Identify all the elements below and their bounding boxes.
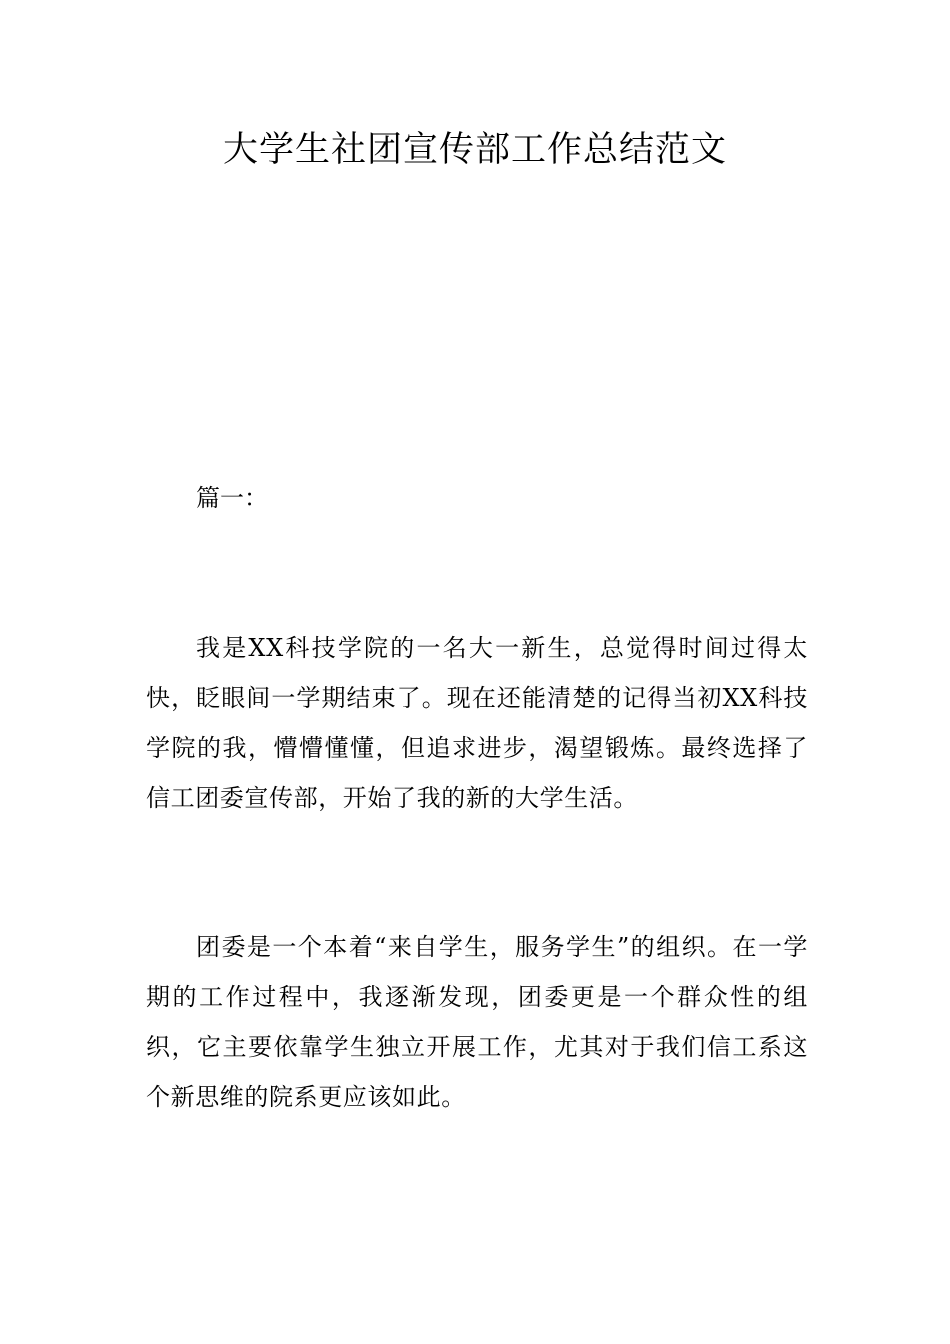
document-title: 大学生社团宣传部工作总结范文 [222,130,727,170]
body-paragraph: 我是XX科技学院的一名大一新生，总觉得时间过得太快，眨眼间一学期结束了。现在还能清楚的记得当初XX科技学院的我，懵懵懂懂，但追求进步，渴望锻炼。最终选择了信工团委宣传部，开始了我的新的大学生活。 [146,634,808,812]
body-paragraph: 团委是一个本着“来自学生，服务学生”的组织。在一学期的工作过程中，我逐渐发现，团委更是一个群众性的组织，它主要依靠学生独立开展工作，尤其对于我们信工系这个新思维的院系更应该如此。 [146,933,808,1111]
section-heading: 篇一： [196,484,268,512]
